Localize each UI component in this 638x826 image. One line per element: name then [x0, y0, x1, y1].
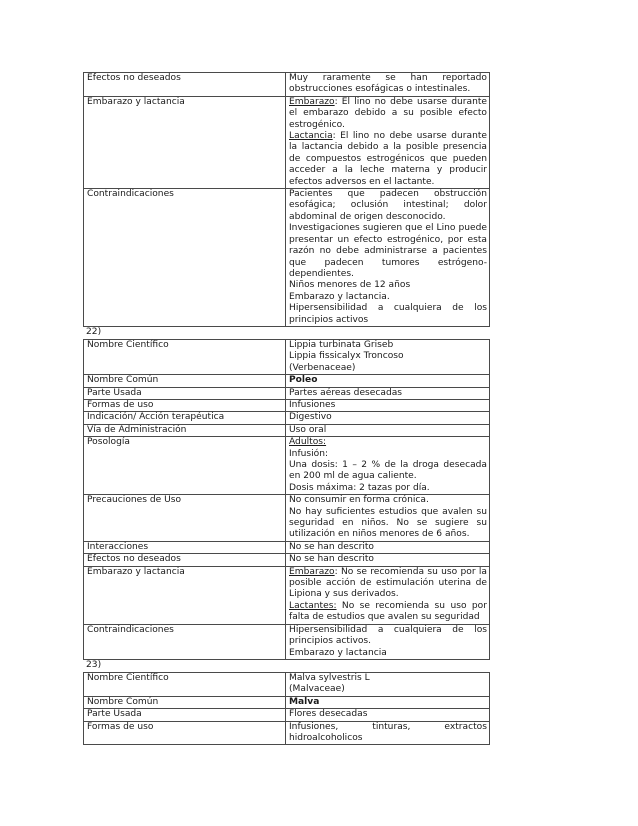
field-value	[286, 73, 490, 97]
value-line: Muy raramente se han reportado obstrucciones esofágicas o intestinales.	[289, 73, 487, 95]
table-row	[84, 437, 490, 495]
value-line: Una dosis: 1 – 2 % de la droga desecada en 200 ml de agua caliente.	[289, 460, 487, 482]
section-number-22: 22)	[86, 326, 102, 337]
value-line: No se han descrito	[289, 554, 374, 565]
value-line: No se han descrito	[289, 541, 374, 552]
table-row	[84, 73, 490, 97]
table-row	[84, 339, 490, 374]
table-row	[84, 709, 490, 721]
table-row	[84, 541, 490, 553]
field-value	[286, 554, 490, 566]
field-value	[286, 566, 490, 624]
value-paragraph	[289, 567, 487, 601]
field-label: Contraindicaciones	[84, 624, 286, 659]
table-row	[84, 672, 490, 696]
field-value	[286, 495, 490, 542]
field-value	[286, 339, 490, 374]
field-label: Interacciones	[84, 541, 286, 553]
field-label: Vía de Administración	[84, 424, 286, 436]
monograph-table-23	[83, 672, 490, 745]
value-paragraph	[289, 97, 487, 131]
value-text: : El lino no debe usarse durante el embarazo debido a su posible efecto estrogénico.	[289, 96, 487, 130]
field-label: Embarazo y lactancia	[84, 566, 286, 624]
value-line: Pacientes que padecen obstrucción esofágica; oclusión intestinal; dolor abdominal de origen desconocido.	[289, 189, 487, 222]
value-text: No se recomienda su uso por falta de estudios que avalen su seguridad	[289, 600, 487, 623]
field-value	[286, 437, 490, 495]
value-label: Embarazo	[289, 566, 335, 577]
field-label: Parte Usada	[84, 387, 286, 399]
table-row	[84, 721, 490, 745]
field-label: Parte Usada	[84, 709, 286, 721]
table-row	[84, 96, 490, 188]
monograph-table-22	[83, 339, 490, 660]
table-row	[84, 554, 490, 566]
value-line: Niños menores de 12 años	[289, 280, 411, 291]
table-row	[84, 412, 490, 424]
table-row	[84, 624, 490, 659]
value-label: Embarazo	[289, 96, 335, 107]
field-value	[286, 541, 490, 553]
value-label: Lactancia	[289, 131, 333, 142]
value-line: Embarazo y lactancia	[289, 647, 387, 658]
value-paragraph	[289, 131, 487, 188]
field-value	[286, 387, 490, 399]
field-value	[286, 189, 490, 327]
field-value	[286, 624, 490, 659]
value-line: Lippia fissicalyx Troncoso	[289, 351, 404, 362]
value-text: : No se recomienda su uso por la posible acción de estimulación uterina de Lipiona y sus derivados.	[289, 566, 487, 600]
table-row	[84, 387, 490, 399]
value-text: : El lino no debe usarse durante la lactancia debido a la posible presencia de compuestos estrogénicos que pueden acceder a la leche materna y producir efectos adversos en el lactante.	[289, 131, 487, 187]
field-label: Contraindicaciones	[84, 189, 286, 327]
value-line: Investigaciones sugieren que el Lino puede presentar un efecto estrogénico, por esta razón no debe administrarse a pacientes que padecen tumores estrógeno- dependientes.	[289, 223, 487, 279]
field-label: Efectos no deseados	[84, 554, 286, 566]
value-line: Infusiones, tinturas, extractos hidroalcoholicos	[289, 721, 487, 743]
value-line: Lippia turbinata Griseb	[289, 339, 394, 350]
value-line: Flores desecadas	[289, 709, 368, 720]
field-label: Precauciones de Uso	[84, 495, 286, 542]
table-row	[84, 566, 490, 624]
field-label: Nombre Común	[84, 375, 286, 387]
field-value	[286, 375, 490, 387]
value-heading: Adultos:	[289, 437, 327, 448]
value-line: Embarazo y lactancia.	[289, 291, 390, 302]
field-value	[286, 672, 490, 696]
value-line: No consumir en forma crónica.	[289, 495, 429, 506]
value-line: (Verbenaceae)	[289, 362, 356, 373]
field-label: Formas de uso	[84, 399, 286, 411]
value-label: Lactantes:	[289, 600, 337, 611]
table-row	[84, 495, 490, 542]
field-value	[286, 412, 490, 424]
table-row	[84, 375, 490, 387]
field-label: Nombre Científico	[84, 672, 286, 696]
field-value	[286, 424, 490, 436]
value-line: Hipersensibilidad a cualquiera de los principios activos.	[289, 624, 487, 647]
field-label: Formas de uso	[84, 721, 286, 745]
common-name: Poleo	[289, 375, 318, 386]
value-line: (Malvaceae)	[289, 684, 345, 695]
value-line: Uso oral	[289, 424, 327, 435]
value-line: Infusiones	[289, 399, 336, 410]
value-line: Digestivo	[289, 412, 332, 423]
value-paragraph	[289, 601, 487, 624]
table-row	[84, 189, 490, 327]
field-label: Posología	[84, 437, 286, 495]
table-row	[84, 399, 490, 411]
field-value	[286, 696, 490, 708]
field-label: Nombre Científico	[84, 339, 286, 374]
value-line: Dosis máxima: 2 tazas por día.	[289, 482, 430, 493]
field-value	[286, 96, 490, 188]
field-label: Efectos no deseados	[84, 73, 286, 97]
section-number-23: 23)	[86, 659, 102, 670]
field-value	[286, 721, 490, 745]
field-value	[286, 399, 490, 411]
document-page	[83, 72, 490, 745]
common-name: Malva	[289, 696, 320, 707]
value-line: Infusión:	[289, 448, 329, 459]
monograph-table-21-continued	[83, 72, 490, 327]
field-label: Nombre Común	[84, 696, 286, 708]
value-line: No hay suficientes estudios que avalen su seguridad en niños. No se sugiere su utilización en niños menores de 6 años.	[289, 506, 487, 540]
field-label: Embarazo y lactancia	[84, 96, 286, 188]
field-label: Indicación/ Acción terapéutica	[84, 412, 286, 424]
value-line: Malva sylvestris L	[289, 672, 370, 683]
value-line: Hipersensibilidad a cualquiera de los principios activos	[289, 303, 487, 325]
table-row	[84, 424, 490, 436]
value-line: Partes aéreas desecadas	[289, 387, 403, 398]
table-row	[84, 696, 490, 708]
field-value	[286, 709, 490, 721]
